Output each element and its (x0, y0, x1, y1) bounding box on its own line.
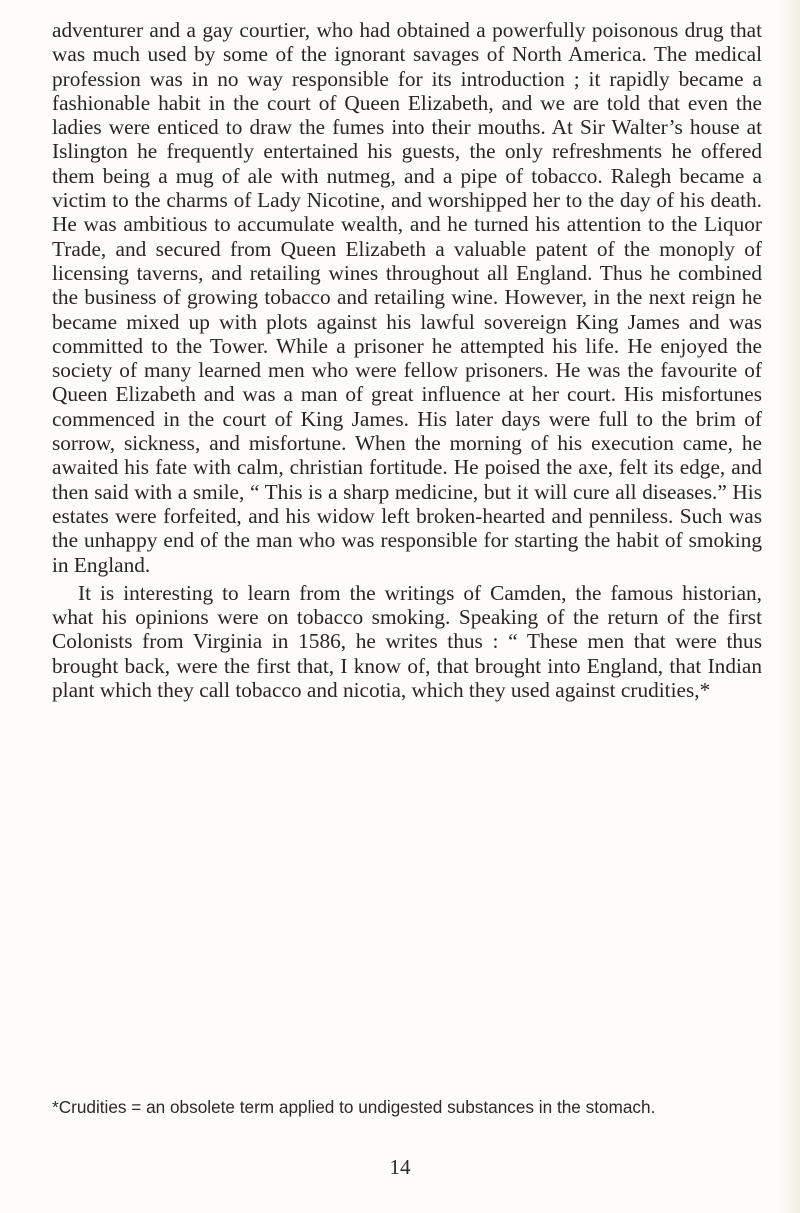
footnote-text: *Crudities = an obsolete term applied to undigested substances in the stomach. (52, 1097, 656, 1117)
paragraph-camden: It is interesting to learn from the writings of Camden, the famous historian, what his opinions were on tobacco smoking. Speaking of the return of the first Colonists from Virginia in 1586, he writes thus : “ These men that were thus brought back, were the first that, I know of, that brought into England, that Indian plant which they call tobacco and nicotia, which they used against crudities,* (52, 580, 762, 703)
body-text (52, 18, 762, 702)
page-number: 14 (389, 1155, 411, 1179)
paragraph-ralegh: adventurer and a gay courtier, who had obtained a powerfully poisonous drug that was much used by some of the ignorant savages of North America. The medical profession was in no way responsible for its introduction ; it rapidly became a fashionable habit in the court of Queen Elizabeth, and we are told that even the ladies were enticed to draw the fumes into their mouths. At Sir Walter’s house at Islington he frequently entertained his guests, the only refreshments he offered them being a mug of ale with nutmeg, and a pipe of tobacco. Ralegh became a victim to the charms of Lady Nicotine, and worshipped her to the day of his death. He was ambitious to accumulate wealth, and he turned his attention to the Liquor Trade, and secured from Queen Elizabeth a valuable patent of the monoply of licensing taverns, and retailing wines throughout all England. Thus he combined the business of growing tobacco and retailing wine. However, in the next reign he became mixed up with plots against his lawful sovereign King James and was committed to the Tower. While a prisoner he attempted his life. He enjoyed the society of many learned men who were fellow prisoners. He was the favourite of Queen Elizabeth and was a man of great influence at her court. His misfortunes commenced in the court of King James. His later days were full to the brim of sorrow, sickness, and misfortune. When the morning of his execution came, he awaited his fate with calm, christian fortitude. He poised the axe, felt its edge, and then said with a smile, “ This is a sharp medicine, but it will cure all diseases.” His estates were forfeited, and his widow left broken-hearted and penniless. Such was the unhappy end of the man who was responsible for starting the habit of smoking in England. (52, 18, 762, 577)
footnote (52, 1097, 762, 1118)
page-edge-shading (778, 0, 800, 1213)
